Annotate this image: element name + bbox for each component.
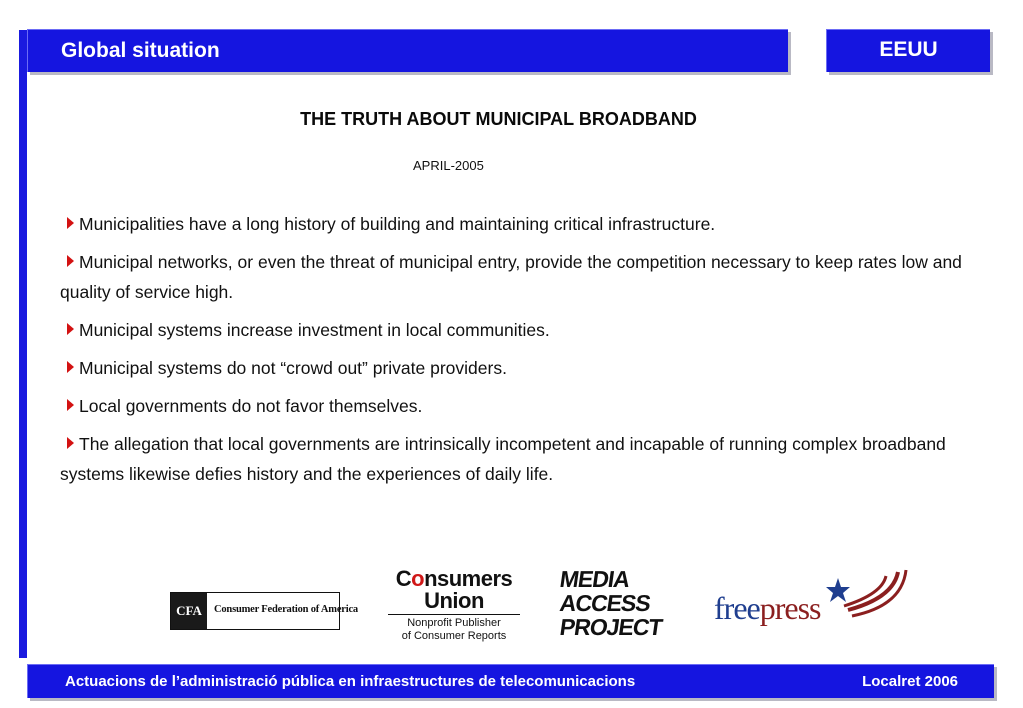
bullet-list	[60, 209, 965, 497]
list-item: Municipal systems increase investment in local communities.	[60, 315, 965, 345]
free-press-wordmark: freepress	[714, 590, 821, 626]
bullet-arrow-icon	[67, 255, 74, 267]
cfa-name: Consumer Federation of America	[214, 604, 358, 615]
list-item: Local governments do not favor themselves.	[60, 391, 965, 421]
bullet-arrow-icon	[67, 437, 74, 449]
publication-date: APRIL-2005	[413, 158, 484, 173]
list-item: Municipalities have a long history of building and maintaining critical infrastructure.	[60, 209, 965, 239]
map-line-1: MEDIA	[558, 566, 631, 592]
bullet-arrow-icon	[67, 323, 74, 335]
cu-title-line2: Union	[424, 588, 484, 613]
region-tag: EEUU	[879, 38, 938, 61]
map-line-2: ACCESS	[558, 590, 652, 616]
cfa-logo	[170, 592, 358, 630]
list-item: Municipal networks, or even the threat of municipal entry, provide the competition necessary to keep rates low and quality of service high.	[60, 252, 962, 302]
footer-event: Localret 2006	[862, 673, 958, 690]
cu-subtitle-2: of Consumer Reports	[401, 630, 507, 642]
page-heading: THE TRUTH ABOUT MUNICIPAL BROADBAND	[300, 109, 697, 129]
region-tag-box	[826, 29, 990, 72]
cu-title-line1: Consumers	[395, 566, 513, 591]
cu-divider	[388, 614, 520, 615]
bullet-arrow-icon	[67, 399, 74, 411]
cfa-mark: CFA	[171, 593, 207, 629]
star-swoosh-icon	[808, 566, 908, 628]
free-press-logo	[712, 566, 912, 632]
footer-caption: Actuacions de l’administració pública en infraestructures de telecomunicacions	[65, 673, 636, 690]
consumers-union-logo	[388, 568, 520, 644]
bullet-arrow-icon	[67, 361, 74, 373]
map-line-3: PROJECT	[558, 614, 664, 640]
slide-title-box	[27, 29, 788, 72]
list-item: The allegation that local governments are intrinsically incompetent and incapable of running complex broadband systems likewise defies history and the experiences of daily life.	[60, 434, 946, 484]
cu-subtitle-1: Nonprofit Publisher	[407, 617, 501, 629]
bullet-arrow-icon	[67, 217, 74, 229]
slide-title: Global situation	[61, 39, 220, 62]
footer-bar	[27, 664, 994, 698]
list-item: Municipal systems do not “crowd out” private providers.	[60, 353, 965, 383]
media-access-project-logo	[560, 567, 680, 643]
